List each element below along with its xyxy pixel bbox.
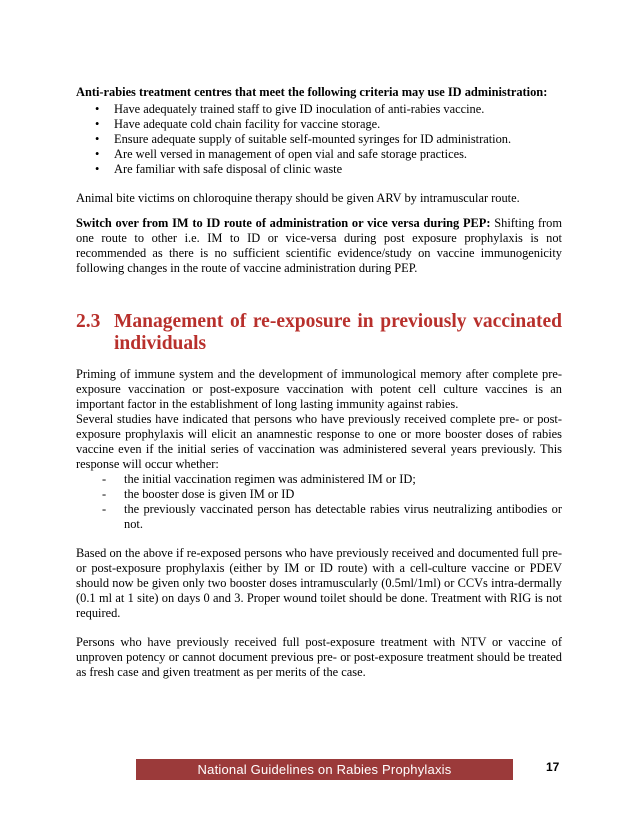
condition-item: - the booster dose is given IM or ID <box>124 487 562 502</box>
footer-title-bar: National Guidelines on Rabies Prophylaxis <box>136 759 513 780</box>
criteria-heading: Anti-rabies treatment centres that meet the following criteria may use ID administration: <box>76 85 548 99</box>
studies-paragraph: Several studies have indicated that persons who have previously received complete pre- or post-exposure prophylaxis will elicit an anamnestic response to one or more booster doses of rabies vaccine even if the initial series of vaccination was administered several years previously. This response will occur whether: <box>76 412 562 471</box>
ntv-paragraph: Persons who have previously received full post-exposure treatment with NTV or vaccine of unproven potency or cannot document previous pre- or post-exposure treatment should be treated as fresh case and given treatment as per merits of the case. <box>76 635 562 679</box>
criteria-item: • Have adequately trained staff to give ID inoculation of anti-rabies vaccine. <box>114 102 562 117</box>
section-title: Management of re-exposure in previously vaccinated individuals <box>114 311 562 354</box>
chloroquine-note: Animal bite victims on chloroquine therapy should be given ARV by intramuscular route. <box>76 191 520 205</box>
switch-route-body: Shifting from one route to other i.e. IM to ID or vice-versa during post exposure prophylaxis is not recommended as there is no sufficient scientific evidence/study on vaccine immunogenicity following changes in the route of vaccine administration during PEP. <box>76 216 562 275</box>
criteria-item: • Are well versed in management of open vial and safe storage practices. <box>114 147 562 162</box>
condition-item: - the previously vaccinated person has detectable rabies virus neutralizing antibodies or not. <box>124 502 562 532</box>
criteria-list <box>76 102 562 177</box>
condition-item: - the initial vaccination regimen was administered IM or ID; <box>124 472 562 487</box>
criteria-item: • Are familiar with safe disposal of clinic waste <box>114 162 562 177</box>
conditions-list <box>76 472 562 532</box>
priming-paragraph: Priming of immune system and the development of immunological memory after complete pre-exposure vaccination or post-exposure vaccination with potent cell culture vaccines is an important factor in the establishment of long lasting immunity against rabies. <box>76 367 562 411</box>
page-content <box>76 85 562 680</box>
switch-route-paragraph <box>76 216 562 276</box>
switch-route-lead: Switch over from IM to ID route of administration or vice versa during PEP: <box>76 216 491 230</box>
criteria-item: • Ensure adequate supply of suitable self-mounted syringes for ID administration. <box>114 132 562 147</box>
page-number: 17 <box>546 760 560 774</box>
section-heading <box>76 311 562 355</box>
criteria-item: • Have adequate cold chain facility for vaccine storage. <box>114 117 562 132</box>
based-on-paragraph: Based on the above if re-exposed persons who have previously received and documented full pre- or post-exposure prophylaxis (either by IM or ID route) with a cell-culture vaccine or PDEV should now be given only two booster doses intramuscularly (0.5ml/1ml) or CCVs intra-dermally (0.1 ml at 1 site) on days 0 and 3. Proper wound toilet should be done. Treatment with RIG is not required. <box>76 546 562 620</box>
section-number: 2.3 <box>76 311 101 332</box>
